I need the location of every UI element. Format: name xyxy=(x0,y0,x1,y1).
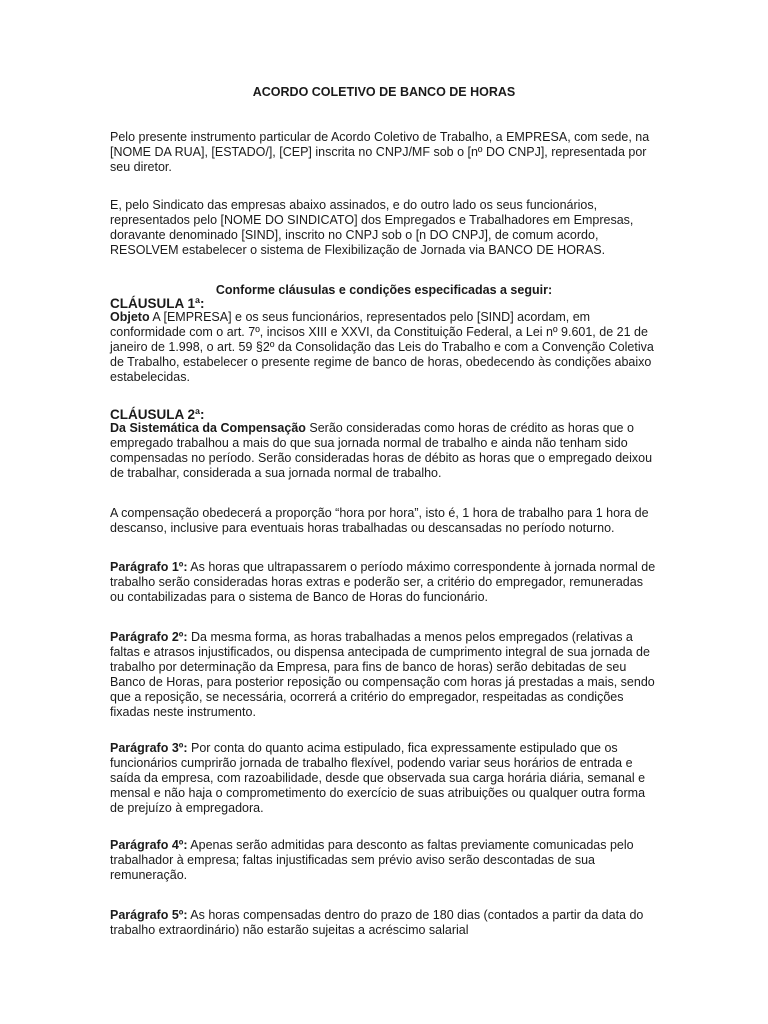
paragraph-4-label: Parágrafo 4º: xyxy=(110,838,188,852)
parties-paragraph: E, pelo Sindicato das empresas abaixo assinados, e do outro lado os seus funcionários, representados pelo [NOME DO SINDICATO] dos Empregados e Trabalhadores em Empresas, doravante denominado [SIND], inscrito no CNPJ sob o [n DO CNPJ], de comum acordo, RESOLVEM estabelecer o sistema de Flexibilização de Jornada via BANCO DE HORAS. xyxy=(110,198,634,257)
document-title: ACORDO COLETIVO DE BANCO DE HORAS xyxy=(252,85,516,99)
paragraph-2 xyxy=(110,630,658,720)
clause-2-label: Da Sistemática da Compensação xyxy=(110,421,306,435)
clause-2-body xyxy=(110,421,658,481)
clause-1-body xyxy=(110,310,658,385)
paragraph-2-text: Da mesma forma, as horas trabalhadas a menos pelos empregados (relativas a faltas e atrasos injustificados, ou dispensa antecipada de cumprimento integral de sua jornada de trabalho por determinação da Empresa, para fins de banco de horas) serão debitadas de seu Banco de Horas, para posterior reposição ou compensação com horas já prestadas a mais, sendo que a reposição, se necessária, ocorrerá a critério do empregador, respeitadas as condições fixadas neste instrumento. xyxy=(110,630,655,719)
paragraph-3 xyxy=(110,741,658,816)
clause-1-label: Objeto xyxy=(110,310,150,324)
paragraph-4-text: Apenas serão admitidas para desconto as faltas previamente comunicadas pelo trabalhador à empresa; faltas injustificadas sem prévio aviso serão descontadas de sua remuneração. xyxy=(110,838,634,882)
paragraph-2-label: Parágrafo 2º: xyxy=(110,630,188,644)
clause-1-text: A [EMPRESA] e os seus funcionários, representados pelo [SIND] acordam, em conformidade com o art. 7º, incisos XIII e XXVI, da Constituição Federal, a Lei nº 9.601, de 21 de janeiro de 1.998, o art. 59 §2º da Consolidação das Leis do Trabalho e com a Convenção Coletiva de Trabalho, estabelecer o presente regime de banco de horas, obedecendo às condições abaixo estabelecidas. xyxy=(110,310,654,384)
clause-1-heading: CLÁUSULA 1ª: xyxy=(110,296,205,311)
intro-paragraph: Pelo presente instrumento particular de Acordo Coletivo de Trabalho, a EMPRESA, com sede, na [NOME DA RUA], [ESTADO/], [CEP] inscrita no CNPJ/MF sob o [nº DO CNPJ], representada por seu diretor. xyxy=(110,130,650,174)
paragraph-1-text: As horas que ultrapassarem o período máximo correspondente à jornada normal de trabalho serão consideradas horas extras e poderão ser, a critério do empregador, remuneradas ou contabilizadas para o sistema de Banco de Horas do funcionário. xyxy=(110,560,656,604)
conditions-heading: Conforme cláusulas e condições especificadas a seguir: xyxy=(215,283,553,297)
paragraph-3-text: Por conta do quanto acima estipulado, fica expressamente estipulado que os funcionários cumprirão jornada de trabalho flexível, podendo variar seus horários de entrada e saída da empresa, com razoabilidade, desde que observada sua carga horária diária, semanal e mensal e não haja o comprometimento do exercício de suas atribuições ou qualquer outra forma de prejuízo à empregadora. xyxy=(110,741,646,815)
paragraph-4 xyxy=(110,838,658,883)
clause-2-text: Serão consideradas como horas de crédito as horas que o empregado trabalhou a mais do que sua jornada normal de trabalho e ainda não tenham sido compensadas no período. Serão consideradas horas de débito as horas que o empregado deixou de trabalhar, considerada a sua jornada normal de trabalho. xyxy=(110,421,653,480)
paragraph-3-label: Parágrafo 3º: xyxy=(110,741,188,755)
paragraph-5-label: Parágrafo 5º: xyxy=(110,908,188,922)
paragraph-5 xyxy=(110,908,658,938)
clause-2-heading: CLÁUSULA 2ª: xyxy=(110,407,205,422)
paragraph-5-text: As horas compensadas dentro do prazo de 180 dias (contados a partir da data do trabalho extraordinário) não estarão sujeitas a acréscimo salarial xyxy=(110,908,644,937)
paragraph-1-label: Parágrafo 1º: xyxy=(110,560,188,574)
compensation-paragraph: A compensação obedecerá a proporção “hora por hora”, isto é, 1 hora de trabalho para 1 hora de descanso, inclusive para eventuais horas trabalhadas ou descansadas no período noturno. xyxy=(110,506,649,535)
paragraph-1 xyxy=(110,560,658,605)
